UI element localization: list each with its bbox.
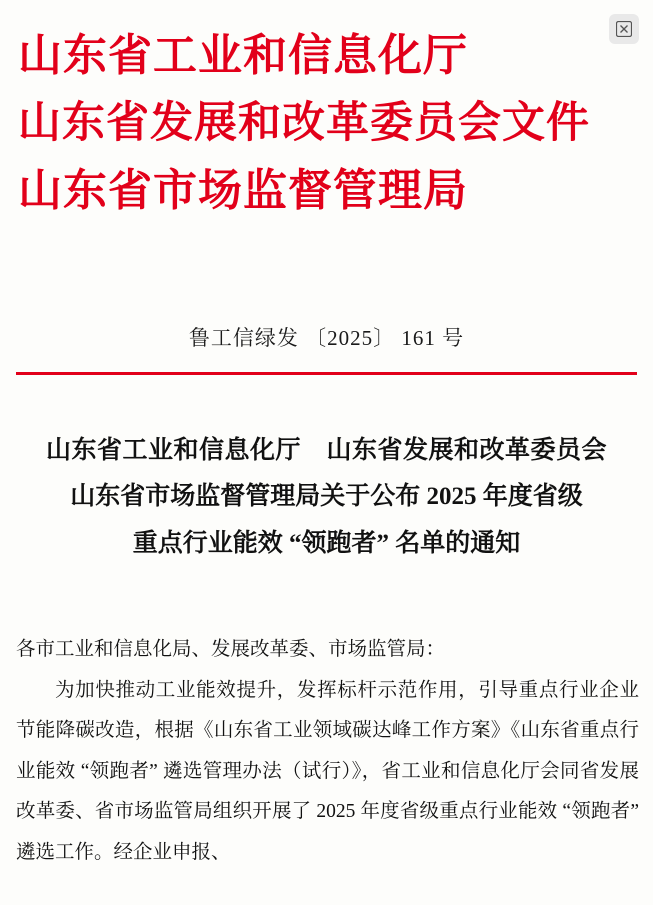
document-issuer-header bbox=[0, 22, 653, 225]
title-line-2: 山东省市场监督管理局关于公布 2025 年度省级 bbox=[70, 483, 583, 511]
document-body bbox=[16, 630, 639, 873]
recipient-line: 各市工业和信息化局、发展改革委、市场监管局： bbox=[16, 639, 446, 660]
issuer-line-2: 山东省发展和改革委员会文件 bbox=[18, 98, 590, 149]
body-paragraph-1: 为加快推动工业能效提升，发挥标杆示范作用，引导重点行业企业节能降碳改造，根据《山东省工业领域碳达峰工作方案》《山东省重点行业能效 “领跑者” 遴选管理办法（试行）》，省工业和信息化厅会同省发展改革委、省市场监管局组织开展了 2025 年度省级重点行业能效 “领跑者” 遴选工作。经企业申报、 bbox=[16, 679, 639, 863]
issuer-line-1: 山东省工业和信息化厅 bbox=[18, 30, 468, 81]
issuer-line-3: 山东省市场监督管理局 bbox=[18, 164, 468, 216]
title-line-1: 山东省工业和信息化厅 山东省发展和改革委员会 bbox=[45, 437, 607, 464]
document-title bbox=[0, 428, 653, 567]
red-divider-rule bbox=[16, 372, 637, 375]
document-number: 鲁工信绿发 〔2025〕 161 号 bbox=[188, 326, 465, 350]
title-line-3: 重点行业能效 “领跑者” 名单的通知 bbox=[132, 529, 521, 557]
